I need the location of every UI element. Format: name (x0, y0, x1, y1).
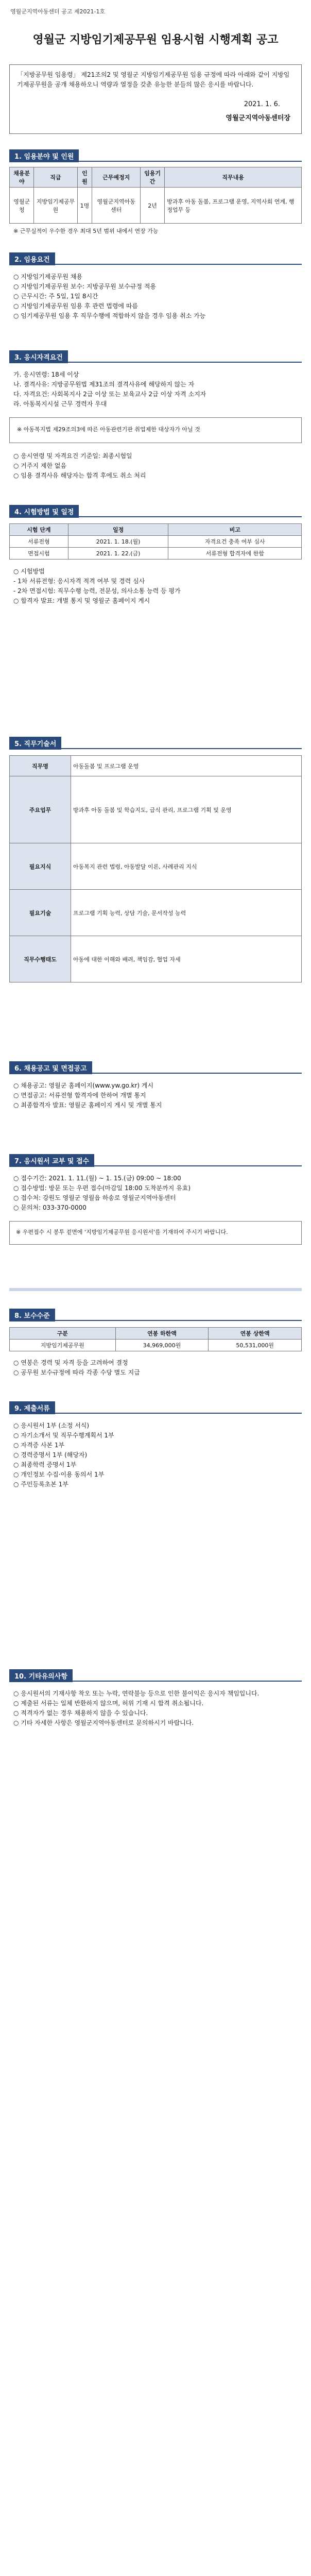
recruit-note: ※ 근무실적이 우수한 경우 최대 5년 범위 내에서 연장 가능 (13, 228, 159, 234)
s4-text (13, 567, 298, 606)
table-row (10, 843, 302, 890)
list-item: ○ 접수방법: 방문 또는 우편 접수(마감일 18:00 도착분까지 유효) (13, 1184, 191, 1192)
table-cell: 2년 (140, 188, 164, 224)
list-item: ○ 주민등록초본 1부 (13, 1481, 68, 1488)
section-title: 3. 응시자격요건 (9, 350, 68, 363)
list-item: ○ 시험방법 (13, 568, 45, 575)
list-item: 가. 응시연령: 18세 이상 (13, 371, 79, 378)
list-item: ○ 임기제공무원 임용 후 직무수행에 적합하지 않을 경우 임용 취소 가능 (13, 312, 206, 319)
section-header-1 (9, 149, 302, 162)
section-header-4 (9, 505, 302, 517)
section-divider (9, 1320, 302, 1321)
table-cell: 프로그램 기획 능력, 상담 기술, 문서작성 능력 (71, 890, 302, 936)
section-header-9 (9, 1401, 302, 1414)
list-item: ○ 경력증명서 1부 (해당자) (13, 1451, 88, 1459)
document-number: 영월군지역아동센터 공고 제2021-1호 (10, 8, 106, 15)
table-row (10, 548, 302, 560)
table-header: 직무내용 (165, 167, 302, 188)
salary-table (9, 1327, 302, 1351)
table-header: 채용분야 (10, 167, 34, 188)
table-cell: 자격요건 충족 여부 심사 (168, 536, 302, 548)
section-title: 4. 시험방법 및 일정 (9, 505, 79, 518)
table-cell: 2021. 1. 22.(금) (68, 548, 168, 560)
section-title: 10. 기타유의사항 (9, 1669, 73, 1682)
list-item: 나. 결격사유: 지방공무원법 제31조의 결격사유에 해당하지 않는 자 (13, 381, 195, 388)
list-item: ○ 공무원 보수규정에 따라 각종 수당 별도 지급 (13, 1369, 140, 1376)
intro-text: 「지방공무원 임용령」 제21조의2 및 영월군 지방임기제공무원 임용 규정에 따라 아래와 같이 지방임기제공무원을 공개 채용하오니 역량과 열정을 갖춘 유능한 분들의 많은 응시를 바랍니다. (17, 71, 290, 88)
announcement-org: 영월군지역아동센터장 (226, 114, 290, 122)
section-header-2 (9, 252, 302, 265)
section-header-5 (9, 737, 302, 749)
section-divider (9, 516, 302, 517)
section-header-8 (9, 1309, 302, 1321)
table-cell: 아동돌봄 및 프로그램 운영 (71, 756, 302, 776)
table-header: 연봉 상한액 (209, 1328, 302, 1340)
table-cell: 영월군청 (10, 188, 34, 224)
section-divider (9, 1413, 302, 1414)
list-item: - 1차 서류전형: 응시자격 적격 여부 및 경력 심사 (13, 578, 145, 585)
section-title: 7. 응시원서 교부 및 접수 (9, 1154, 94, 1167)
table-header: 구분 (10, 1328, 116, 1340)
schedule-table (9, 523, 302, 560)
section-divider (9, 1681, 302, 1682)
page-title: 영월군 지방임기제공무원 임용시험 시행계획 공고 (32, 33, 279, 46)
table-row (10, 890, 302, 936)
section-divider (9, 1073, 302, 1074)
section-header-10 (9, 1669, 302, 1682)
row-header: 필요기술 (10, 890, 71, 936)
s9-text (13, 1421, 298, 1489)
section-header-7 (9, 1154, 302, 1166)
list-item: 다. 자격요건: 사회복지사 2급 이상 또는 보육교사 2급 이상 자격 소지자 (13, 391, 206, 398)
table-header: 임용기간 (140, 167, 164, 188)
section-title: 1. 임용분야 및 인원 (9, 149, 79, 162)
list-item: ○ 연봉은 경력 및 자격 등을 고려하여 결정 (13, 1359, 128, 1366)
section-divider (9, 1165, 302, 1166)
list-item: ○ 제출된 서류는 일체 반환하지 않으며, 허위 기재 시 합격 취소됩니다. (13, 1700, 204, 1707)
table-cell: 영월군지역아동센터 (92, 188, 140, 224)
list-item: ○ 면접공고: 서류전형 합격자에 한하여 개별 통지 (13, 1092, 146, 1099)
table-cell: 1명 (77, 188, 92, 224)
section-title: 8. 보수수준 (9, 1309, 55, 1321)
table-header: 인원 (77, 167, 92, 188)
list-item: ○ 지방임기제공무원 채용 (13, 273, 83, 280)
section-title: 5. 직무기술서 (9, 737, 61, 750)
section-title: 9. 제출서류 (9, 1401, 55, 1414)
table-cell: 50,531,000원 (209, 1340, 302, 1351)
section-divider (9, 748, 302, 749)
table-header: 직급 (34, 167, 77, 188)
table-header: 일정 (68, 524, 168, 536)
table-cell: 방과후 아동 돌봄 및 학습지도, 급식 관리, 프로그램 기획 및 운영 (71, 776, 302, 843)
list-item: ○ 임용 결격사유 해당자는 합격 후에도 취소 처리 (13, 472, 146, 479)
row-header: 주요업무 (10, 776, 71, 843)
list-item: ○ 거주지 제한 없음 (13, 462, 67, 469)
list-item: ○ 근무시간: 주 5일, 1일 8시간 (13, 293, 98, 300)
list-item: ○ 개인정보 수집·이용 동의서 1부 (13, 1471, 105, 1478)
notice-text: ※ 우편접수 시 봉투 겉면에 '지방임기제공무원 응시원서'를 기재하여 주시기 바랍니다. (16, 1229, 228, 1235)
table-cell: 방과후 아동 돌봄, 프로그램 운영, 지역사회 연계, 행정업무 등 (165, 188, 302, 224)
table-cell: 면접시험 (10, 548, 68, 560)
table-row (10, 776, 302, 843)
list-item: ○ 접수기간: 2021. 1. 11.(월) ~ 1. 15.(금) 09:00 ~ 18:00 (13, 1175, 181, 1182)
list-item: ○ 자격증 사본 1부 (13, 1442, 65, 1449)
table-row (10, 936, 302, 982)
table-cell: 34,969,000원 (115, 1340, 209, 1351)
s3-text (13, 370, 298, 409)
table-cell: 서류전형 (10, 536, 68, 548)
section-header-6 (9, 1061, 302, 1074)
list-item: ○ 응시원서 1부 (소정 서식) (13, 1422, 90, 1429)
list-item: ○ 응시원서의 기재사항 착오 또는 누락, 연락불능 등으로 인한 불이익은 응시자 책임입니다. (13, 1690, 260, 1697)
table-header: 근무예정지 (92, 167, 140, 188)
list-item: ○ 자기소개서 및 직무수행계획서 1부 (13, 1432, 114, 1439)
list-item: ○ 합격자 발표: 개별 통지 및 영월군 홈페이지 게시 (13, 597, 150, 604)
s7-text (13, 1174, 298, 1213)
list-item: ○ 채용공고: 영월군 홈페이지(www.yw.go.kr) 게시 (13, 1082, 154, 1089)
recruit-table (9, 167, 302, 224)
table-cell: 아동복지 관련 법령, 아동발달 이론, 사례관리 지식 (71, 843, 302, 890)
row-header: 직무명 (10, 756, 71, 776)
table-cell: 아동에 대한 이해와 배려, 책임감, 협업 자세 (71, 936, 302, 982)
job-description-table (9, 755, 302, 982)
list-item: ○ 지방임기제공무원 보수: 지방공무원 보수규정 적용 (13, 283, 157, 290)
row-header: 필요지식 (10, 843, 71, 890)
table-header: 연봉 하한액 (115, 1328, 209, 1340)
table-header: 비고 (168, 524, 302, 536)
table-row (10, 1340, 302, 1351)
list-item: ○ 적격자가 없는 경우 채용하지 않을 수 있습니다. (13, 1709, 148, 1717)
announcement-date: 2021. 1. 6. (244, 100, 280, 108)
section-header-3 (9, 350, 302, 363)
s10-text (13, 1689, 298, 1728)
section-divider (9, 161, 302, 162)
divider-stripe (9, 1288, 302, 1291)
list-item: ○ 지방임기제공무원 임용 후 관련 법령에 따름 (13, 302, 139, 310)
table-cell: 2021. 1. 18.(월) (68, 536, 168, 548)
table-header: 시험 단계 (10, 524, 68, 536)
table-row (10, 536, 302, 548)
list-item: ○ 문의처: 033-370-0000 (13, 1204, 87, 1211)
notice-box (9, 417, 302, 443)
section-divider (9, 362, 302, 363)
s8-text (13, 1358, 298, 1378)
list-item: ○ 응시연령 및 자격요건 기준일: 최종시험일 (13, 452, 132, 460)
list-item: 라. 아동복지시설 근무 경력자 우대 (13, 400, 107, 408)
section-divider (9, 264, 302, 265)
list-item: ○ 최종학력 증명서 1부 (13, 1461, 77, 1468)
s6-text (13, 1081, 298, 1110)
table-row (10, 756, 302, 776)
list-item: ○ 기타 자세한 사항은 영월군지역아동센터로 문의하시기 바랍니다. (13, 1719, 194, 1726)
table-cell: 지방임기제공무원 (10, 1340, 116, 1351)
s3-more (13, 451, 298, 481)
row-header: 직무수행태도 (10, 936, 71, 982)
list-item: ○ 최종합격자 발표: 영월군 홈페이지 게시 및 개별 통지 (13, 1101, 162, 1109)
s2-text (13, 272, 298, 321)
section-title: 2. 임용요건 (9, 252, 55, 265)
notice-text: ※ 아동복지법 제29조의3에 따른 아동관련기관 취업제한 대상자가 아닐 것 (17, 426, 200, 433)
intro-box (9, 64, 302, 134)
notice-box (9, 1221, 302, 1245)
list-item: - 2차 면접시험: 직무수행 능력, 전문성, 의사소통 능력 등 평가 (13, 587, 181, 595)
section-title: 6. 채용공고 및 면접공고 (9, 1061, 92, 1074)
list-item: ○ 접수처: 강원도 영월군 영월읍 하송로 영월군지역아동센터 (13, 1194, 176, 1201)
table-cell: 서류전형 합격자에 한함 (168, 548, 302, 560)
table-cell: 지방임기제공무원 (34, 188, 77, 224)
